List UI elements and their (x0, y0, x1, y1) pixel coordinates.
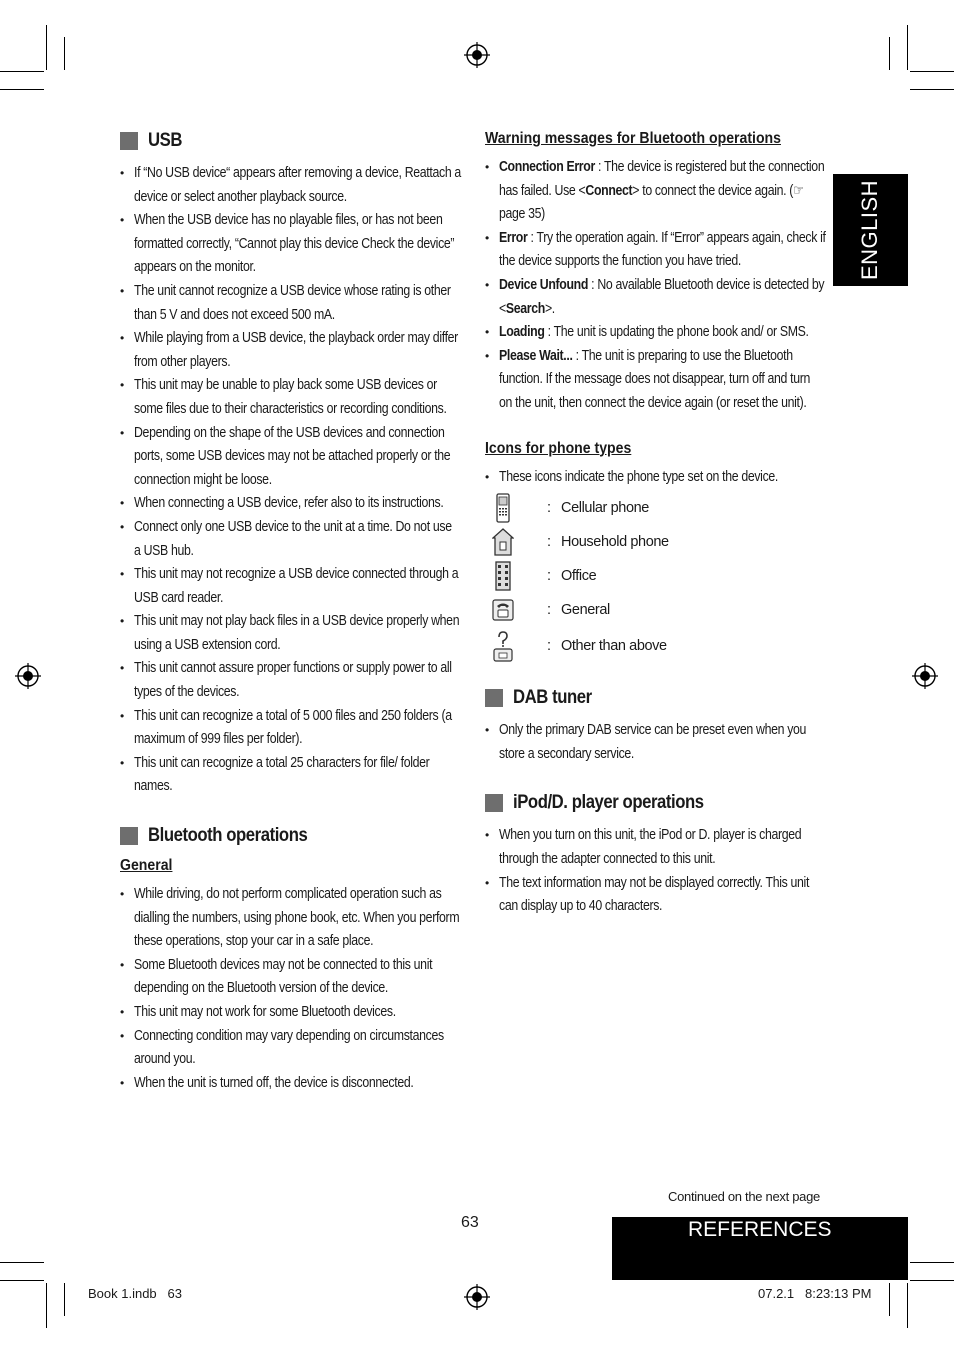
trim-mark (64, 37, 65, 70)
left-column (120, 130, 460, 1095)
section-square-icon (120, 132, 138, 150)
list-item: • When connecting a USB device, refer also to its instructions. (120, 492, 460, 516)
phone-icons-intro-list (485, 466, 825, 490)
list-item: • This unit may not play back files in a USB device properly when using a USB extension cord. (120, 610, 460, 657)
trim-mark (0, 71, 44, 72)
trim-mark (910, 1262, 954, 1263)
list-item: • If “No USB device“ appears after removing a device, Reattach a device or select another playback source. (120, 162, 460, 209)
continued-note: Continued on the next page (668, 1189, 820, 1204)
trim-mark (907, 25, 908, 70)
office-phone-icon (494, 561, 512, 591)
general-subheading: General (120, 857, 173, 875)
dab-section-header (485, 687, 825, 709)
trim-mark (46, 1283, 47, 1328)
section-square-icon (485, 689, 503, 707)
page-number: 63 (461, 1214, 479, 1231)
phone-icon-row: : Other than above (491, 627, 825, 665)
list-item: • Only the primary DAB service can be preset even when you store a secondary service. (485, 719, 825, 766)
footer-timestamp: 07.2.1 8:23:13 PM (758, 1286, 872, 1301)
section-square-icon (485, 794, 503, 812)
phone-icons-subheading: Icons for phone types (485, 439, 632, 457)
ipod-section-header (485, 792, 825, 814)
trim-mark (0, 1262, 44, 1263)
list-item: • When the USB device has no playable files, or has not been formatted correctly, “Cannot play this device Check the device” appears on the monitor. (120, 209, 460, 280)
warning-messages-subheading: Warning messages for Bluetooth operations (485, 130, 781, 147)
references-section-bar (612, 1217, 908, 1280)
phone-icon-row: : Office (491, 559, 825, 593)
trim-mark (910, 89, 954, 90)
phone-icon-row: : General (491, 593, 825, 627)
usb-section-title: USB (148, 130, 182, 151)
ipod-notes-list (485, 824, 825, 918)
list-item: • This unit may not recognize a USB device connected through a USB card reader. (120, 563, 460, 610)
phone-icon-list (485, 491, 825, 665)
cellular-phone-icon (495, 493, 511, 523)
list-item: • When the unit is turned off, the device is disconnected. (120, 1072, 460, 1096)
phone-icon-row: : Household phone (491, 525, 825, 559)
trim-mark (64, 1283, 65, 1316)
phone-type-label: General (561, 602, 610, 619)
list-item: • Connecting condition may vary depending on circumstances around you. (120, 1025, 460, 1072)
list-item: • This unit may be unable to play back some USB devices or some files due to their characteristics or recording conditions. (120, 374, 460, 421)
references-label: REFERENCES (688, 1218, 832, 1241)
list-item: • Please Wait... : The unit is preparing to use the Bluetooth function. If the message does not disappear, turn off and turn on the unit, then connect the device again (or reset the unit). (485, 345, 825, 416)
list-item: • When you turn on this unit, the iPod or D. player is charged through the adapter connected to this unit. (485, 824, 825, 871)
list-item: • Some Bluetooth devices may not be connected to this unit depending on the Bluetooth version of the device. (120, 954, 460, 1001)
trim-mark (907, 1283, 908, 1328)
registration-mark-icon (912, 663, 938, 689)
trim-mark (0, 89, 44, 90)
list-item: • Error : Try the operation again. If “Error” appears again, check if the device supports the function you have tried. (485, 227, 825, 274)
list-item: • These icons indicate the phone type set on the device. (485, 466, 825, 490)
bluetooth-general-list (120, 883, 460, 1095)
trim-mark (910, 71, 954, 72)
language-tab-label: ENGLISH (857, 179, 883, 281)
general-phone-icon (492, 599, 514, 621)
footer-file-info: Book 1.indb 63 (88, 1286, 182, 1301)
dab-section-title: DAB tuner (513, 687, 592, 709)
phone-type-label: Cellular phone (561, 500, 649, 517)
list-item: • Device Unfound : No available Bluetooth device is detected by <Search>. (485, 274, 825, 321)
list-item: • Connection Error : The device is registered but the connection has failed. Use <Connect> to connect the device again. (☞ page 35) (485, 156, 825, 227)
bluetooth-section-title: Bluetooth operations (148, 825, 308, 847)
registration-mark-icon (15, 663, 41, 689)
usb-section-header (120, 130, 460, 152)
list-item: • While driving, do not perform complicated operation such as dialling the numbers, using phone book, etc. When you perform these operations, stop your car in a safe place. (120, 883, 460, 954)
list-item: • Connect only one USB device to the unit at a time. Do not use a USB hub. (120, 516, 460, 563)
other-phone-icon (492, 630, 514, 662)
registration-mark-icon (464, 1284, 490, 1310)
list-item: • Depending on the shape of the USB devices and connection ports, some USB devices may not be attached properly or the connection might be loose. (120, 422, 460, 493)
trim-mark (889, 37, 890, 70)
list-item: • This unit can recognize a total of 5 000 files and 250 folders (a maximum of 999 files per folder). (120, 705, 460, 752)
list-item: • Loading : The unit is updating the phone book and/ or SMS. (485, 321, 825, 345)
ipod-section-title: iPod/D. player operations (513, 792, 704, 814)
dab-notes-list (485, 719, 825, 766)
trim-mark (889, 1283, 890, 1316)
right-column (485, 130, 825, 919)
registration-mark-icon (464, 42, 490, 68)
warning-messages-list (485, 156, 825, 416)
section-square-icon (120, 827, 138, 845)
list-item: • This unit can recognize a total 25 characters for file/ folder names. (120, 752, 460, 799)
list-item: • The unit cannot recognize a USB device whose rating is other than 5 V and does not exceed 500 mA. (120, 280, 460, 327)
phone-type-label: Other than above (561, 638, 667, 655)
list-item: • While playing from a USB device, the playback order may differ from other players. (120, 327, 460, 374)
language-side-tab (833, 174, 908, 286)
trim-mark (46, 25, 47, 70)
list-item: • The text information may not be displayed correctly. This unit can display up to 40 characters. (485, 872, 825, 919)
phone-icon-row: : Cellular phone (491, 491, 825, 525)
phone-type-label: Household phone (561, 534, 669, 551)
bluetooth-section-header (120, 825, 460, 847)
list-item: • This unit may not work for some Bluetooth devices. (120, 1001, 460, 1025)
list-item: • This unit cannot assure proper functions or supply power to all types of the devices. (120, 657, 460, 704)
phone-type-label: Office (561, 568, 597, 585)
usb-notes-list (120, 162, 460, 799)
trim-mark (0, 1280, 44, 1281)
household-phone-icon (492, 528, 514, 556)
trim-mark (910, 1280, 954, 1281)
